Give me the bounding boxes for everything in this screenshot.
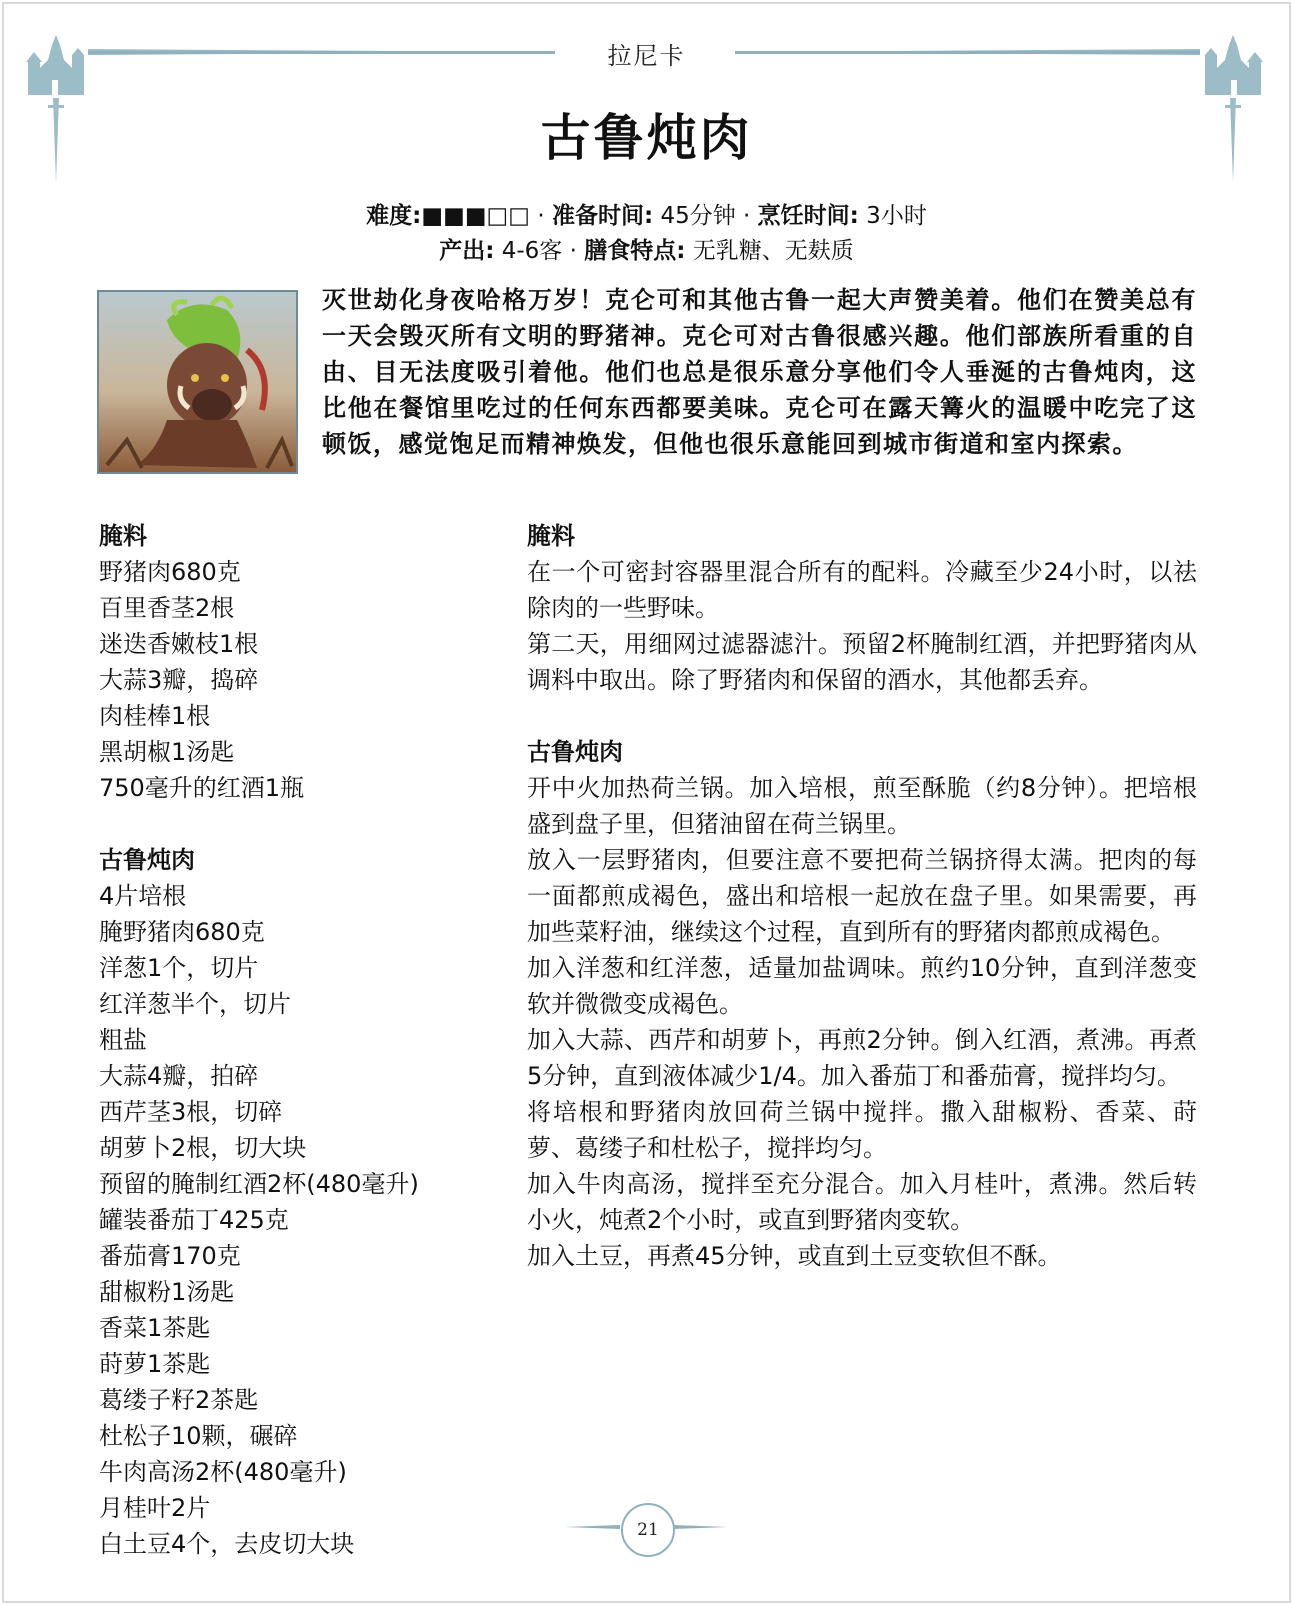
prep-time-value: 45分钟 [653, 203, 736, 229]
step-paragraph: 开中火加热荷兰锅。加入培根，煎至酥脆（约8分钟）。把培根盛到盘子里，但猪油留在荷兰锅里。 [527, 774, 1197, 838]
meta-separator: · [530, 203, 552, 229]
ingredient-item: 番茄膏170克 [99, 1242, 241, 1270]
step-paragraph: 加入洋葱和红洋葱，适量加盐调味。煎约10分钟，直到洋葱变软并微微变成褐色。 [527, 954, 1197, 1018]
ingredient-item: 粗盐 [99, 1026, 147, 1054]
ingredient-item: 牛肉高汤2杯(480毫升) [99, 1458, 347, 1486]
ingredient-item: 大蒜4瓣，拍碎 [99, 1062, 259, 1090]
recipe-meta-row-1 [0, 197, 1293, 230]
difficulty-value: ■■■□□ [421, 203, 531, 229]
yield-label: 产出: [439, 238, 495, 264]
spacer [99, 806, 479, 842]
intro-paragraph: 灭世劫化身夜哈格万岁！克仑可和其他古鲁一起大声赞美着。他们在赞美总有一天会毁灭所有文明的野猪神。克仑可对古鲁很感兴趣。他们部族所看重的自由、目无法度吸引着他。他们也总是很乐意分享他们令人垂涎的古鲁炖肉，这比他在餐馆里吃过的任何东西都要美味。克仑可在露天篝火的温暖中吃完了这顿饭，感觉饱足而精神焕发，但他也很乐意能回到城市街道和室内探索。 [322, 286, 1197, 458]
steps-stew-heading: 古鲁炖肉 [527, 738, 623, 766]
ingredients-stew-heading: 古鲁炖肉 [99, 846, 195, 874]
cook-time-label: 烹饪时间: [757, 203, 859, 229]
spacer [527, 698, 1197, 734]
ingredient-item: 迷迭香嫩枝1根 [99, 630, 259, 658]
ingredient-item: 洋葱1个，切片 [99, 954, 259, 982]
difficulty-label: 难度: [366, 203, 422, 229]
page-number: 21 [621, 1503, 675, 1557]
ingredients-column [99, 518, 479, 1562]
step-paragraph: 加入土豆，再煮45分钟，或直到土豆变软但不酥。 [527, 1242, 1062, 1270]
step-paragraph: 在一个可密封容器里混合所有的配料。冷藏至少24小时，以祛除肉的一些野味。 [527, 558, 1197, 622]
ingredient-item: 肉桂棒1根 [99, 702, 211, 730]
ingredient-item: 甜椒粉1汤匙 [99, 1278, 235, 1306]
diet-label: 膳食特点: [584, 238, 686, 264]
ingredient-item: 大蒜3瓣，捣碎 [99, 666, 259, 694]
prep-time-label: 准备时间: [551, 203, 654, 229]
diet-value: 无乳糖、无麸质 [685, 238, 854, 264]
ingredient-item: 4片培根 [99, 882, 187, 910]
cook-time-value: 3小时 [858, 203, 927, 229]
ingredient-item: 野猪肉680克 [99, 558, 241, 586]
step-paragraph: 加入大蒜、西芹和胡萝卜，再煎2分钟。倒入红酒，煮沸。再煮5分钟，直到液体减少1/4。加入番茄丁和番茄膏，搅拌均匀。 [527, 1026, 1197, 1090]
ingredient-item: 莳萝1茶匙 [99, 1350, 211, 1378]
step-paragraph: 将培根和野猪肉放回荷兰锅中搅拌。撒入甜椒粉、香菜、莳萝、葛缕子和杜松子，搅拌均匀。 [527, 1098, 1197, 1162]
section-label: 拉尼卡 [607, 42, 686, 70]
ingredient-item: 白土豆4个，去皮切大块 [99, 1530, 355, 1558]
ingredient-item: 杜松子10颗，碾碎 [99, 1422, 298, 1450]
recipe-title: 古鲁炖肉 [540, 109, 753, 167]
ingredient-item: 西芹茎3根，切碎 [99, 1098, 283, 1126]
ingredient-item: 腌野猪肉680克 [99, 918, 265, 946]
boar-illustration [97, 290, 298, 474]
ingredient-item: 月桂叶2片 [99, 1494, 211, 1522]
ingredient-item: 葛缕子籽2茶匙 [99, 1386, 259, 1414]
ingredient-item: 750毫升的红酒1瓶 [99, 774, 305, 802]
yield-value: 4-6客 [494, 238, 563, 264]
steps-marinade-heading: 腌料 [527, 522, 575, 550]
ingredient-item: 黑胡椒1汤匙 [99, 738, 235, 766]
recipe-meta-row-2 [0, 232, 1293, 265]
ingredient-item: 预留的腌制红酒2杯(480毫升) [99, 1170, 419, 1198]
step-paragraph: 放入一层野猪肉，但要注意不要把荷兰锅挤得太满。把肉的每一面都煎成褐色，盛出和培根一起放在盘子里。如果需要，再加些菜籽油，继续这个过程，直到所有的野猪肉都煎成褐色。 [527, 846, 1197, 946]
ingredient-item: 胡萝卜2根，切大块 [99, 1134, 307, 1162]
meta-separator: · [562, 238, 585, 264]
step-paragraph: 加入牛肉高汤，搅拌至充分混合。加入月桂叶，煮沸。然后转小火，炖煮2个小时，或直到野猪肉变软。 [527, 1170, 1197, 1234]
ingredient-item: 红洋葱半个，切片 [99, 990, 291, 1018]
step-paragraph: 第二天，用细网过滤器滤汁。预留2杯腌制红酒，并把野猪肉从调料中取出。除了野猪肉和保留的酒水，其他都丢弃。 [527, 630, 1197, 694]
ingredients-marinade-heading: 腌料 [99, 522, 147, 550]
meta-separator: · [735, 203, 758, 229]
ingredient-item: 罐装番茄丁425克 [99, 1206, 289, 1234]
steps-column [527, 518, 1197, 1274]
ingredient-item: 百里香茎2根 [99, 594, 235, 622]
ingredient-item: 香菜1茶匙 [99, 1314, 211, 1342]
